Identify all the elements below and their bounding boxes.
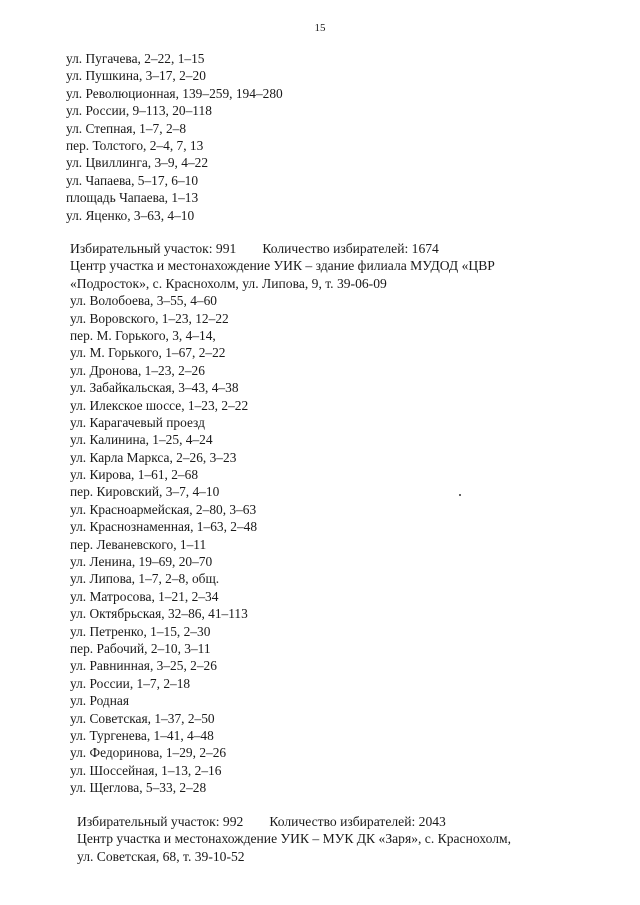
scan-speck — [459, 494, 461, 496]
list-item: ул. Революционная, 139–259, 194–280 — [66, 85, 283, 101]
list-item: ул. Тургенева, 1–41, 4–48 — [70, 727, 214, 743]
list-item: пер. Кировский, 3–7, 4–10 — [70, 484, 220, 500]
list-item: ул. Яценко, 3–63, 4–10 — [66, 207, 195, 223]
list-item: ул. России, 9–113, 20–118 — [66, 103, 212, 119]
list-item: ул. Карла Маркса, 2–26, 3–23 — [70, 449, 237, 465]
list-item: ул. Пугачева, 2–22, 1–15 — [66, 51, 205, 66]
list-item: пер. М. Горького, 3, 4–14, — [70, 327, 216, 343]
precinct-992-label: Избирательный участок: 992 — [77, 814, 244, 829]
precinct-992-voters: Количество избирателей: 2043 — [269, 814, 446, 829]
list-item: ул. Цвиллинга, 3–9, 4–22 — [66, 155, 209, 171]
list-item: пер. Толстого, 2–4, 7, 13 — [66, 137, 204, 153]
list-item: ул. Воровского, 1–23, 12–22 — [70, 310, 229, 326]
list-item: ул. Карагачевый проезд — [70, 414, 205, 430]
precinct-992-section — [77, 813, 511, 865]
list-item: ул. Равнинная, 3–25, 2–26 — [70, 658, 217, 674]
list-item: ул. Липова, 1–7, 2–8, общ. — [70, 571, 220, 587]
list-item: ул. Ленина, 19–69, 20–70 — [70, 554, 213, 570]
list-item: ул. Шоссейная, 1–13, 2–16 — [70, 762, 222, 778]
list-item: ул. Волобоева, 3–55, 4–60 — [70, 293, 217, 309]
precinct-991-center-line: «Подросток», с. Краснохолм, ул. Липова, 9, т. 39-06-09 — [70, 275, 387, 291]
precinct-992-center-line: Центр участка и местонахождение УИК – МУК ДК «Заря», с. Краснохолм, — [77, 831, 511, 847]
precinct-991-center-line: Центр участка и местонахождение УИК – здание филиала МУДОД «ЦВР — [70, 258, 495, 274]
list-item: ул. Степная, 1–7, 2–8 — [66, 120, 187, 136]
precinct-991-header — [70, 240, 495, 257]
list-item: ул. Илекское шоссе, 1–23, 2–22 — [70, 397, 249, 413]
list-item: пер. Рабочий, 2–10, 3–11 — [70, 640, 211, 656]
precinct-991-voters: Количество избирателей: 1674 — [262, 241, 439, 256]
list-item: ул. Краснознаменная, 1–63, 2–48 — [70, 519, 258, 535]
list-item: ул. Октябрьская, 32–86, 41–113 — [70, 606, 248, 622]
list-item: ул. Матросова, 1–21, 2–34 — [70, 588, 219, 604]
list-item: ул. Чапаева, 5–17, 6–10 — [66, 172, 199, 188]
page-number: 15 — [314, 22, 326, 34]
list-item: ул. Петренко, 1–15, 2–30 — [70, 623, 211, 639]
list-item: ул. Щеглова, 5–33, 2–28 — [70, 780, 207, 796]
list-item: ул. Федоринова, 1–29, 2–26 — [70, 745, 227, 761]
precinct-991-section — [70, 240, 495, 797]
list-item: ул. Красноармейская, 2–80, 3–63 — [70, 501, 257, 517]
precinct-991-label: Избирательный участок: 991 — [70, 241, 237, 256]
list-item: площадь Чапаева, 1–13 — [66, 190, 199, 206]
list-item: ул. Родная — [70, 693, 129, 709]
list-item: ул. Кирова, 1–61, 2–68 — [70, 467, 199, 483]
list-item: ул. Советская, 1–37, 2–50 — [70, 710, 215, 726]
list-item: ул. Калинина, 1–25, 4–24 — [70, 432, 213, 448]
precinct-992-center-line: ул. Советская, 68, т. 39-10-52 — [77, 848, 245, 864]
list-item: ул. Забайкальская, 3–43, 4–38 — [70, 380, 239, 396]
precinct-992-header — [77, 813, 511, 830]
list-item: ул. Дронова, 1–23, 2–26 — [70, 362, 205, 378]
continued-street-list — [66, 50, 283, 224]
list-item: ул. Пушкина, 3–17, 2–20 — [66, 68, 206, 84]
list-item: пер. Леваневского, 1–11 — [70, 536, 207, 552]
list-item: ул. М. Горького, 1–67, 2–22 — [70, 345, 226, 361]
list-item: ул. России, 1–7, 2–18 — [70, 675, 191, 691]
